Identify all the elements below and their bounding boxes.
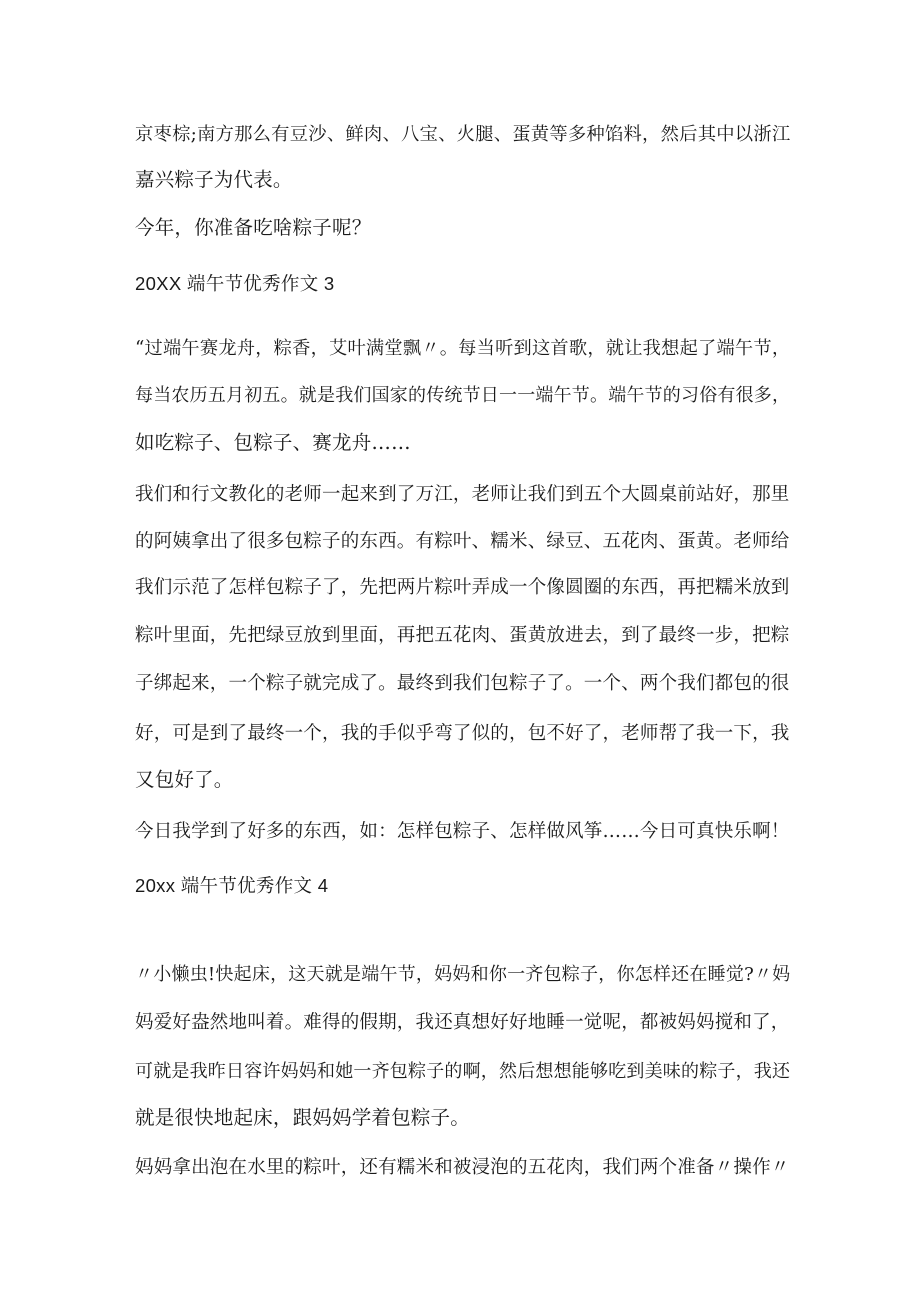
text-line: 京枣棕;南方那么有豆沙、鲜肉、八宝、火腿、蛋黄等多种馅料，然后其中以浙江 — [135, 124, 791, 145]
text-line: “过端午赛龙舟，粽香，艾叶满堂飘〃。每当听到这首歌，就让我想起了端午节， — [135, 338, 791, 359]
section-heading: 20XX 端午节优秀作文 3 — [135, 273, 335, 294]
text-line: 嘉兴粽子为代表。 — [135, 168, 293, 191]
text-line: 我们和行文教化的老师一起来到了万江，老师让我们到五个大圆桌前站好，那里 — [135, 484, 790, 505]
text-line: 我们示范了怎样包粽子了，先把两片粽叶弄成一个像圆圈的东西，再把糯米放到 — [135, 577, 790, 598]
text-line: 粽叶里面，先把绿豆放到里面，再把五花肉、蛋黄放进去，到了最终一步，把粽 — [135, 625, 790, 646]
text-line: 今日我学到了好多的东西，如：怎样包粽子、怎样做风筝……今日可真快乐啊！ — [135, 821, 790, 842]
text-line: 子绑起来，一个粽子就完成了。最终到我们包粽子了。一个、两个我们都包的很 — [135, 673, 790, 694]
text-line: 妈爱好盎然地叫着。难得的假期，我还真想好好地睡一觉呢，都被妈妈搅和了， — [135, 1012, 790, 1033]
text-line: 每当农历五月初五。就是我们国家的传统节日一一端午节。端午节的习俗有很多， — [135, 385, 791, 406]
section-heading: 20xx 端午节优秀作文 4 — [135, 875, 329, 896]
text-line: 妈妈拿出泡在水里的粽叶，还有糯米和被浸泡的五花肉，我们两个准备〃操作〃 — [135, 1157, 790, 1178]
text-line: 〃小懒虫!快起床，这天就是端午节，妈妈和你一齐包粽子，你怎样还在睡觉?〃妈 — [135, 964, 791, 985]
text-line: 就是很快地起床，跟妈妈学着包粽子。 — [135, 1106, 470, 1129]
text-line: 又包好了。 — [135, 768, 234, 791]
text-line: 今年，你准备吃啥粽子呢？ — [135, 216, 372, 239]
text-line: 如吃粽子、包粽子、赛龙舟…… — [135, 431, 411, 454]
text-line: 好，可是到了最终一个，我的手似乎弯了似的，包不好了，老师帮了我一下，我 — [135, 723, 790, 744]
text-line: 的阿姨拿出了很多包粽子的东西。有粽叶、糯米、绿豆、五花肉、蛋黄。老师给 — [135, 531, 790, 552]
text-line: 可就是我昨日容许妈妈和她一齐包粽子的啊，然后想想能够吃到美味的粽子，我还 — [135, 1061, 791, 1082]
